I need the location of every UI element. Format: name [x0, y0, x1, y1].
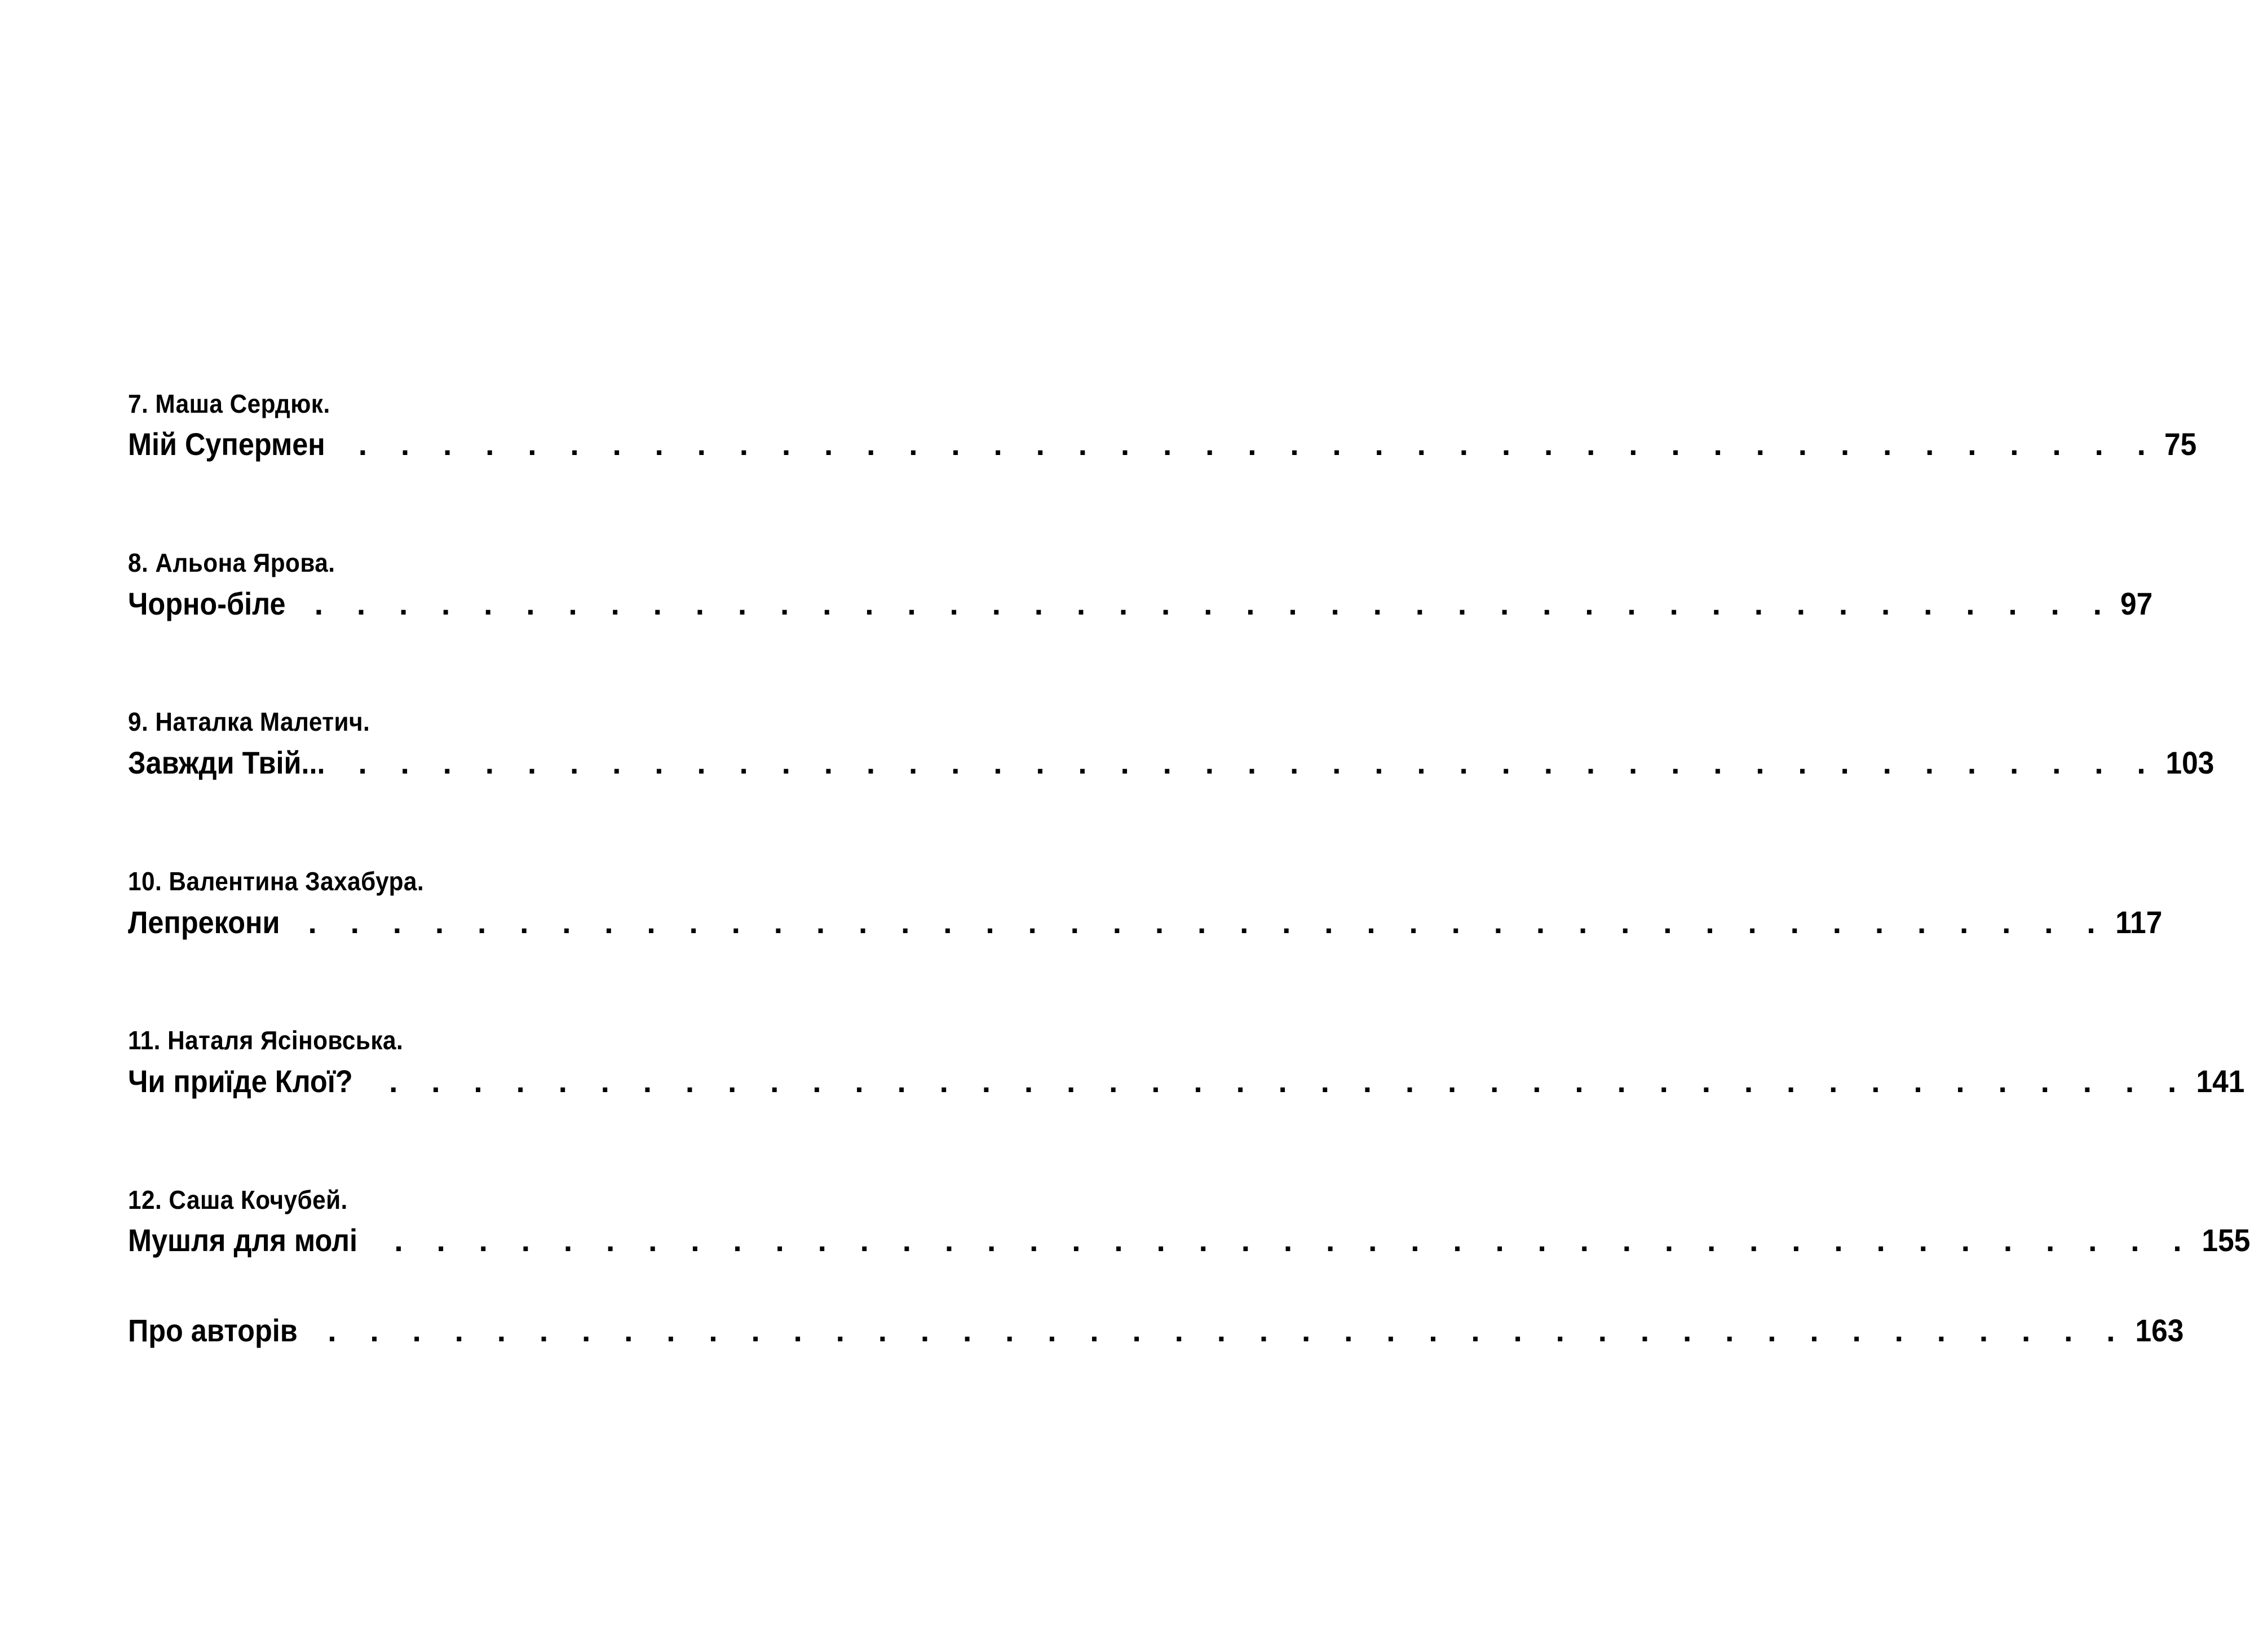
- page-number: 141: [2196, 1063, 2245, 1099]
- page-number: 163: [2135, 1313, 2184, 1348]
- dot-leader: . . . . . . . . . . . . . . . . . . . . . . . . . . . . . . . . . . . . . . . . . . .: [314, 586, 2115, 621]
- chapter-title: Завжди Твій...: [128, 745, 325, 780]
- page-number: 117: [2115, 904, 2163, 940]
- author-name: 10. Валентина Захабура.: [128, 867, 425, 896]
- dot-leader: . . . . . . . . . . . . . . . . . . . . . . . . . . . . . . . . . . . . . . . . . . .: [358, 426, 2159, 462]
- author-name: 12. Саша Кочубей.: [128, 1185, 348, 1214]
- toc-title-line[interactable]: [128, 426, 2197, 462]
- dot-leader: . . . . . . . . . . . . . . . . . . . . . . . . . . . . . . . . . . . . . . . . . . .: [394, 1222, 2194, 1258]
- dot-leader: . . . . . . . . . . . . . . . . . . . . . . . . . . . . . . . . . . . . . . . . . . .: [308, 904, 2108, 940]
- page-number: 103: [2165, 745, 2214, 780]
- author-name: 8. Альона Ярова.: [128, 548, 335, 577]
- toc-title-line[interactable]: [128, 904, 2163, 940]
- toc-title-line[interactable]: [128, 745, 2214, 780]
- dot-leader: . . . . . . . . . . . . . . . . . . . . . . . . . . . . . . . . . . . . . . . . . . .: [328, 1313, 2128, 1348]
- page-number: 97: [2120, 586, 2153, 621]
- toc-title-line[interactable]: [128, 1063, 2245, 1099]
- author-name: 9. Наталка Малетич.: [128, 707, 370, 736]
- author-name: 11. Наталя Ясіновська.: [128, 1026, 404, 1055]
- chapter-title: Чи приїде Клої?: [128, 1063, 353, 1099]
- dot-leader: . . . . . . . . . . . . . . . . . . . . . . . . . . . . . . . . . . . . . . . . . . .: [358, 745, 2158, 780]
- about-authors-title: Про авторів: [128, 1313, 298, 1348]
- author-name: 7. Маша Сердюк.: [128, 389, 330, 418]
- page-number: 75: [2164, 426, 2197, 462]
- chapter-title: Лепрекони: [128, 904, 280, 940]
- dot-leader: . . . . . . . . . . . . . . . . . . . . . . . . . . . . . . . . . . . . . . . . . . .: [388, 1063, 2189, 1099]
- chapter-title: Чорно-біле: [128, 586, 286, 621]
- toc-title-line[interactable]: [128, 1222, 2250, 1258]
- toc-title-line[interactable]: [128, 586, 2153, 621]
- chapter-title: Мій Супермен: [128, 426, 325, 462]
- chapter-title: Мушля для молі: [128, 1222, 358, 1258]
- page-number: 155: [2202, 1222, 2250, 1258]
- toc-title-line[interactable]: [128, 1313, 2184, 1348]
